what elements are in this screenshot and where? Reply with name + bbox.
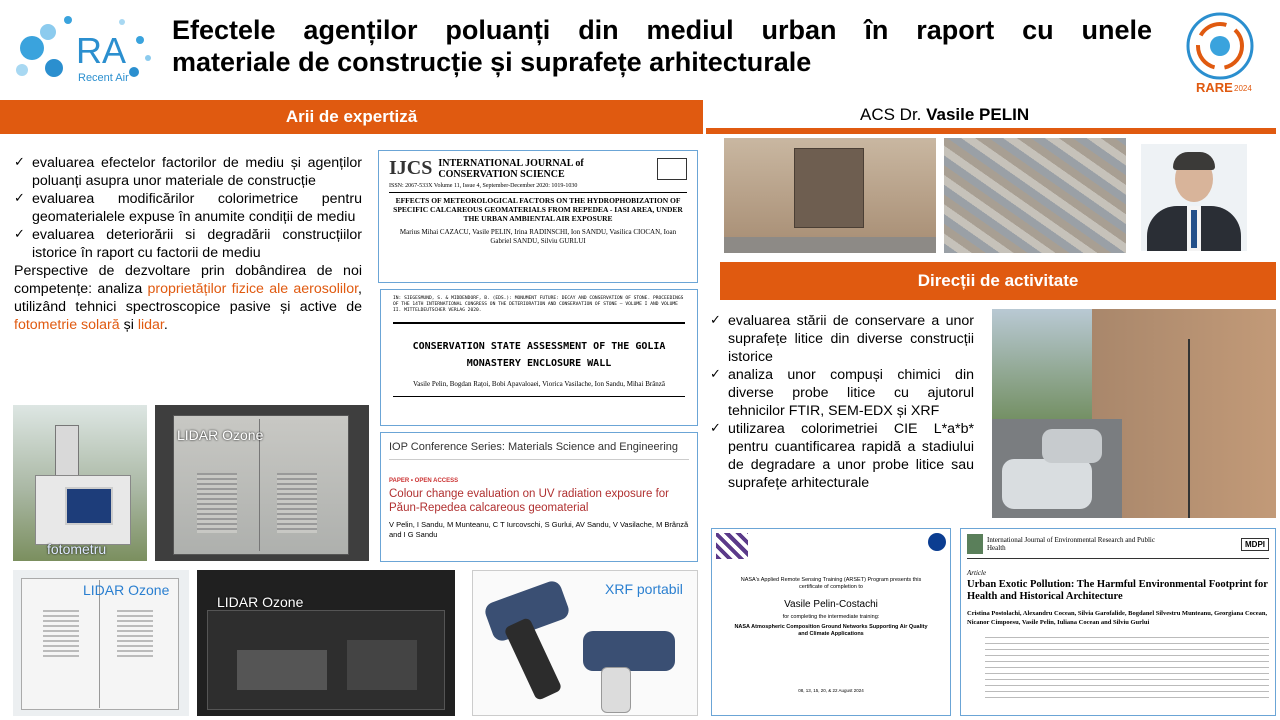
journal-cover-icon bbox=[967, 534, 983, 554]
open-access-badge: PAPER • OPEN ACCESS bbox=[389, 478, 459, 484]
paper-title: Urban Exotic Pollution: The Harmful Environmental Footprint for Health and Historical Architecture bbox=[967, 579, 1268, 602]
paper-authors: Cristina Postolachi, Alexandru Cocean, Silvia Garofalide, Bogdanel Silvestru Munteanu, Georgiana Cocean, Nicanor Cimpoesu, Vasile Pelin, Iuliana Cocean and Silviu Gurlui bbox=[967, 610, 1268, 626]
certificate-recipient: Vasile Pelin-Costachi bbox=[784, 599, 878, 610]
stone-wall-photo-2 bbox=[944, 138, 1126, 253]
xrf-label: XRF portabil bbox=[605, 581, 683, 597]
expertise-item: ✓ evaluarea deteriorării si degradării construcțiilor istorice în raport cu factorii de mediu bbox=[14, 226, 362, 262]
lidar-interior-image bbox=[197, 570, 455, 716]
paper-title: EFFECTS OF METEOROLOGICAL FACTORS ON THE HYDROPHOBIZATION OF SPECIFIC CALCAREOUS GEOMATERIALS FROM REPEDEA - IASI AREA, UNDER THE URBAN AMBIENTAL AIR EXPOSURE bbox=[393, 196, 683, 223]
portrait-photo bbox=[1141, 144, 1247, 251]
title-line-2: materiale de construcție și suprafețe arhitecturale bbox=[172, 47, 812, 77]
paper-card-ijcs bbox=[378, 150, 698, 283]
series-name: IOP Conference Series: Materials Science and Engineering bbox=[389, 441, 679, 453]
logo-text: RA bbox=[76, 30, 127, 71]
rare-logo-text: RARE bbox=[1196, 80, 1233, 95]
directions-list bbox=[710, 312, 974, 492]
lidar-cabinet-image-1 bbox=[155, 405, 369, 561]
person-name: ACS Dr. Vasile PELIN bbox=[860, 105, 1030, 124]
highlight-photometry: fotometrie solară bbox=[14, 317, 120, 333]
directions-heading: Direcții de activitate bbox=[720, 262, 1276, 300]
certificate-corner-pattern bbox=[716, 533, 748, 559]
certificate-intro: NASA's Applied Remote Sensing Training (ARSET) Program presents this certificate of completion to bbox=[740, 577, 922, 590]
street-wall-photo bbox=[992, 309, 1276, 518]
certificate-dates: 08, 13, 15, 20, & 22 August 2024 bbox=[798, 688, 864, 693]
journal-name: INTERNATIONAL JOURNAL of CONSERVATION SCIENCE bbox=[438, 157, 584, 180]
photometer-photo bbox=[13, 405, 369, 561]
direction-item: ✓ evaluarea stării de conservare a unor suprafețe litice din diverse construcții istorice bbox=[710, 312, 974, 366]
lidar-cabinet-image-2 bbox=[13, 570, 189, 716]
paper-card-iop bbox=[380, 432, 698, 562]
lidar-label-3: LIDAR Ozone bbox=[217, 594, 304, 610]
photometer-label: fotometru bbox=[47, 541, 107, 557]
paper-title: Colour change evaluation on UV radiation exposure for Păun-Repedea calcareous geomaterial bbox=[389, 488, 670, 514]
article-type: Article bbox=[967, 569, 987, 577]
certificate-training-intro: for completing the intermediate training: bbox=[782, 614, 880, 620]
nasa-certificate bbox=[711, 528, 951, 716]
affiliations-block bbox=[985, 637, 1269, 701]
paper-authors: Vasile Pelin, Bogdan Rațoi, Bobi Apavaloaei, Viorica Vasilache, Ion Sandu, Mihai Brânză bbox=[412, 380, 666, 388]
photometer-image bbox=[13, 405, 147, 561]
header-divider bbox=[706, 128, 1276, 134]
expertise-heading: Arii de expertiză bbox=[0, 100, 703, 134]
title-line-1: Efectele agenților poluanți din mediul urban în raport cu unele bbox=[172, 15, 1152, 45]
direction-item: ✓ utilizarea colorimetriei CIE L*a*b* pentru cuantificarea rapidă a stadiului de degradare a unor probe litice sau suprafețe arhitecturale bbox=[710, 420, 974, 492]
paper-header: IN: SIEGESMUND, S. & MIDDENDORF, B. (EDS.): MONUMENT FUTURE: DECAY AND CONSERVATION OF STONE. PROCEEDINGS OF THE 14TH INTERNATIONAL CONGRESS ON THE DETERIORATION AND CONSERVATION OF STONE – VOLUME I AND VOLUME II. MITTELDEUTSCHER VERLAG 2020. bbox=[393, 296, 684, 313]
journal-name: International Journal of Environmental Research and Public Health bbox=[987, 536, 1155, 552]
expertise-item: ✓ evaluarea efectelor factorilor de mediu și agenților poluanți asupra unor materiale de construcție bbox=[14, 154, 362, 190]
paper-authors: Marius Mihai CAZACU, Vasile PELIN, Irina RADINSCHI, Ion SANDU, Vasilica CIOCAN, Ioan Gabriel SANDU, Silviu GURLUI bbox=[399, 228, 677, 245]
journal-meta: ISSN: 2067-533X Volume 11, Issue 4, September-December 2020: 1019-1030 bbox=[389, 183, 578, 189]
lidar-label-1: LIDAR Ozone bbox=[177, 427, 264, 443]
perspective-text: Perspective de dezvoltare prin dobândirea de noi competențe: analiza proprietăților fizice ale aerosolilor, utilizând tehnici spectroscopice pasive și active de fotometrie solară și lidar. bbox=[14, 263, 362, 333]
logo-subtitle: Recent Air bbox=[78, 72, 129, 84]
nasa-logo-icon bbox=[928, 533, 946, 551]
expertise-item: ✓ evaluarea modificărilor colorimetrice pentru geomaterialele expuse în anumite condiții de mediu bbox=[14, 190, 362, 226]
paper-authors: V Pelin, I Sandu, M Munteanu, C T Iurcovschi, S Gurlui, AV Sandu, V Vasilache, M Brânză and I G Sandu bbox=[389, 520, 689, 539]
direction-item: ✓ analiza unor compuși chimici din diverse probe litice cu ajutorul tehnicilor FTIR, SEM-EDX și XRF bbox=[710, 366, 974, 420]
stone-wall-photo-1 bbox=[724, 138, 936, 253]
expertise-list bbox=[14, 154, 362, 334]
paper-title: CONSERVATION STATE ASSESSMENT OF THE GOLIA MONASTERY ENCLOSURE WALL bbox=[412, 341, 666, 369]
certificate-course: NASA Atmospheric Composition Ground Networks Supporting Air Quality and Climate Applications bbox=[734, 624, 928, 637]
highlight-aerosols: proprietăților fizice ale aerosolilor bbox=[147, 281, 359, 297]
journal-emblem-icon bbox=[657, 158, 687, 180]
ijcs-logo: IJCS bbox=[389, 157, 433, 179]
xrf-device-image bbox=[472, 570, 698, 716]
lidar-label-2: LIDAR Ozone bbox=[83, 582, 170, 598]
rare-logo bbox=[1176, 8, 1266, 98]
highlight-lidar: lidar bbox=[137, 317, 164, 333]
page-title bbox=[172, 14, 1152, 78]
paper-card-golia bbox=[380, 289, 698, 426]
paper-card-ijerph bbox=[960, 528, 1276, 716]
mdpi-logo: MDPI bbox=[1241, 538, 1269, 551]
rare-logo-year: 2024 bbox=[1234, 84, 1252, 93]
recent-air-logo bbox=[10, 10, 160, 90]
